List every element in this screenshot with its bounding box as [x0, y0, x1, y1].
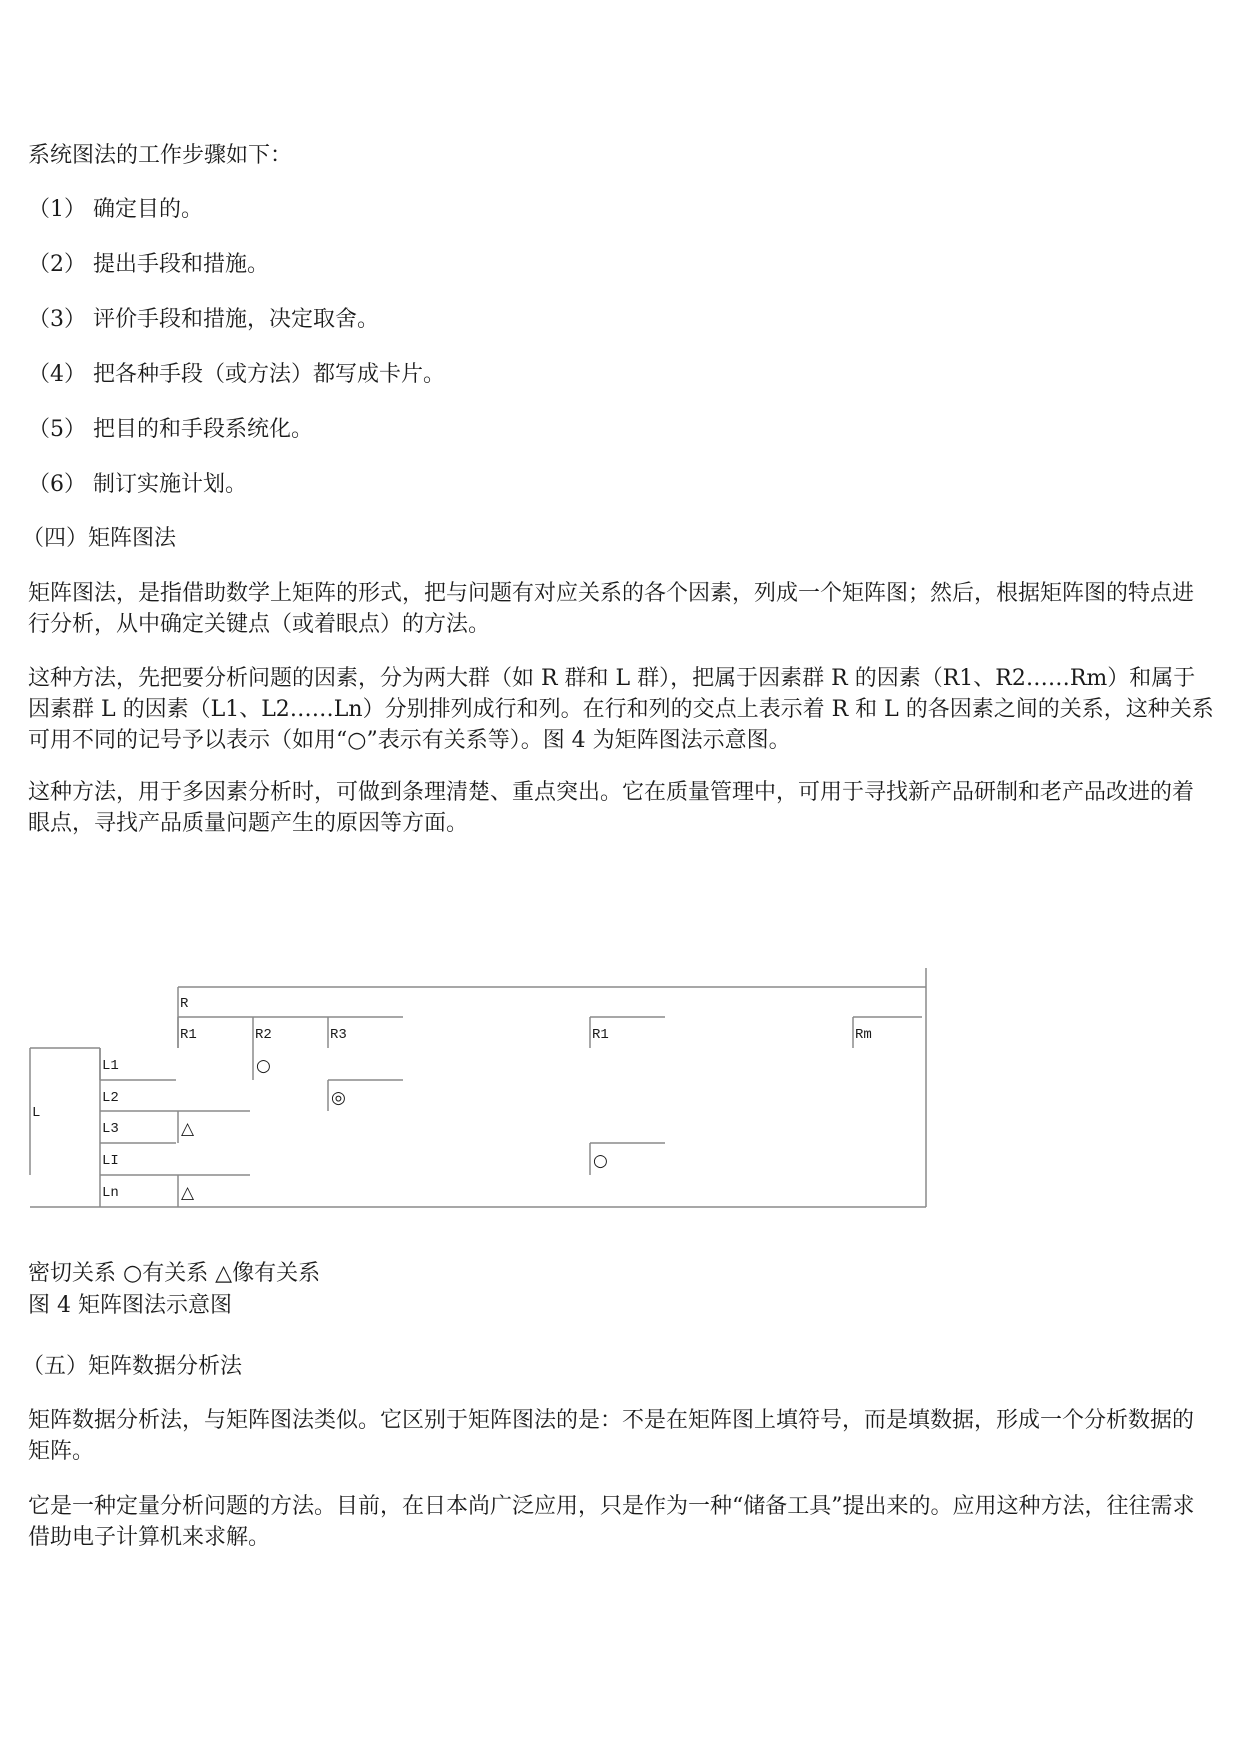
row-label: L2: [102, 1090, 119, 1106]
figure-caption: 图 4 矩阵图法示意图: [28, 1293, 232, 1318]
paragraph: 这种方法，用于多因素分析时，可做到条理清楚、重点突出。它在质量管理中，可用于寻找新产品研制和老产品改进的着眼点，寻找产品质量问题产生的原因等方面。: [28, 780, 1195, 836]
circle-symbol: ○: [256, 1056, 271, 1076]
col-label: R1: [180, 1027, 197, 1043]
double-circle-symbol: ◎: [331, 1088, 346, 1108]
row-label: Ln: [102, 1185, 119, 1201]
paragraph: 矩阵图法，是指借助数学上矩阵的形式，把与问题有对应关系的各个因素，列成一个矩阵图；然后，根据矩阵图的特点进行分析，从中确定关键点（或着眼点）的方法。: [28, 581, 1195, 637]
step-item: （4） 把各种手段（或方法）都写成卡片。: [28, 362, 445, 387]
col-label: R2: [255, 1027, 272, 1043]
step-item: （1） 确定目的。: [28, 197, 203, 222]
paragraph: 它是一种定量分析问题的方法。目前，在日本尚广泛应用，只是作为一种“储备工具”提出来的。应用这种方法，往往需求借助电子计算机来求解。: [28, 1494, 1195, 1550]
intro-text: 系统图法的工作步骤如下：: [28, 143, 293, 168]
step-item: （2） 提出手段和措施。: [28, 252, 269, 277]
step-item: （3） 评价手段和措施，决定取舍。: [28, 307, 379, 332]
row-label: L3: [102, 1121, 119, 1137]
step-item: （5） 把目的和手段系统化。: [28, 417, 313, 442]
triangle-symbol: △: [181, 1183, 195, 1203]
paragraph: 这种方法，先把要分析问题的因素，分为两大群（如 R 群和 L 群），把属于因素群 R 的因素（R1、R2……Rm）和属于因素群 L 的因素（L1、L2……Ln）分别排列成行和列。在行和列的交点上表示着 R 和 L 的各因素之间的关系，这种关系可用不同的记号予以表示（如用“○”表示有关系等）。图 4 为矩阵图法示意图。: [28, 666, 1214, 753]
row-label: LI: [102, 1153, 119, 1169]
col-label: Rm: [855, 1027, 872, 1043]
step-item: （6） 制订实施计划。: [28, 472, 247, 497]
section-heading: （四）矩阵图法: [22, 526, 177, 551]
figure-legend: 密切关系 ○有关系 △像有关系: [28, 1261, 321, 1286]
l-group-label: L: [32, 1105, 41, 1121]
circle-symbol: ○: [593, 1151, 608, 1171]
r-group-label: R: [180, 996, 189, 1012]
paragraph: 矩阵数据分析法，与矩阵图法类似。它区别于矩阵图法的是：不是在矩阵图上填符号，而是填数据，形成一个分析数据的矩阵。: [28, 1408, 1195, 1464]
triangle-symbol: △: [181, 1119, 195, 1139]
row-label: L1: [102, 1058, 119, 1074]
section-heading: （五）矩阵数据分析法: [22, 1354, 243, 1379]
col-label: R3: [330, 1027, 347, 1043]
col-label: R1: [592, 1027, 609, 1043]
